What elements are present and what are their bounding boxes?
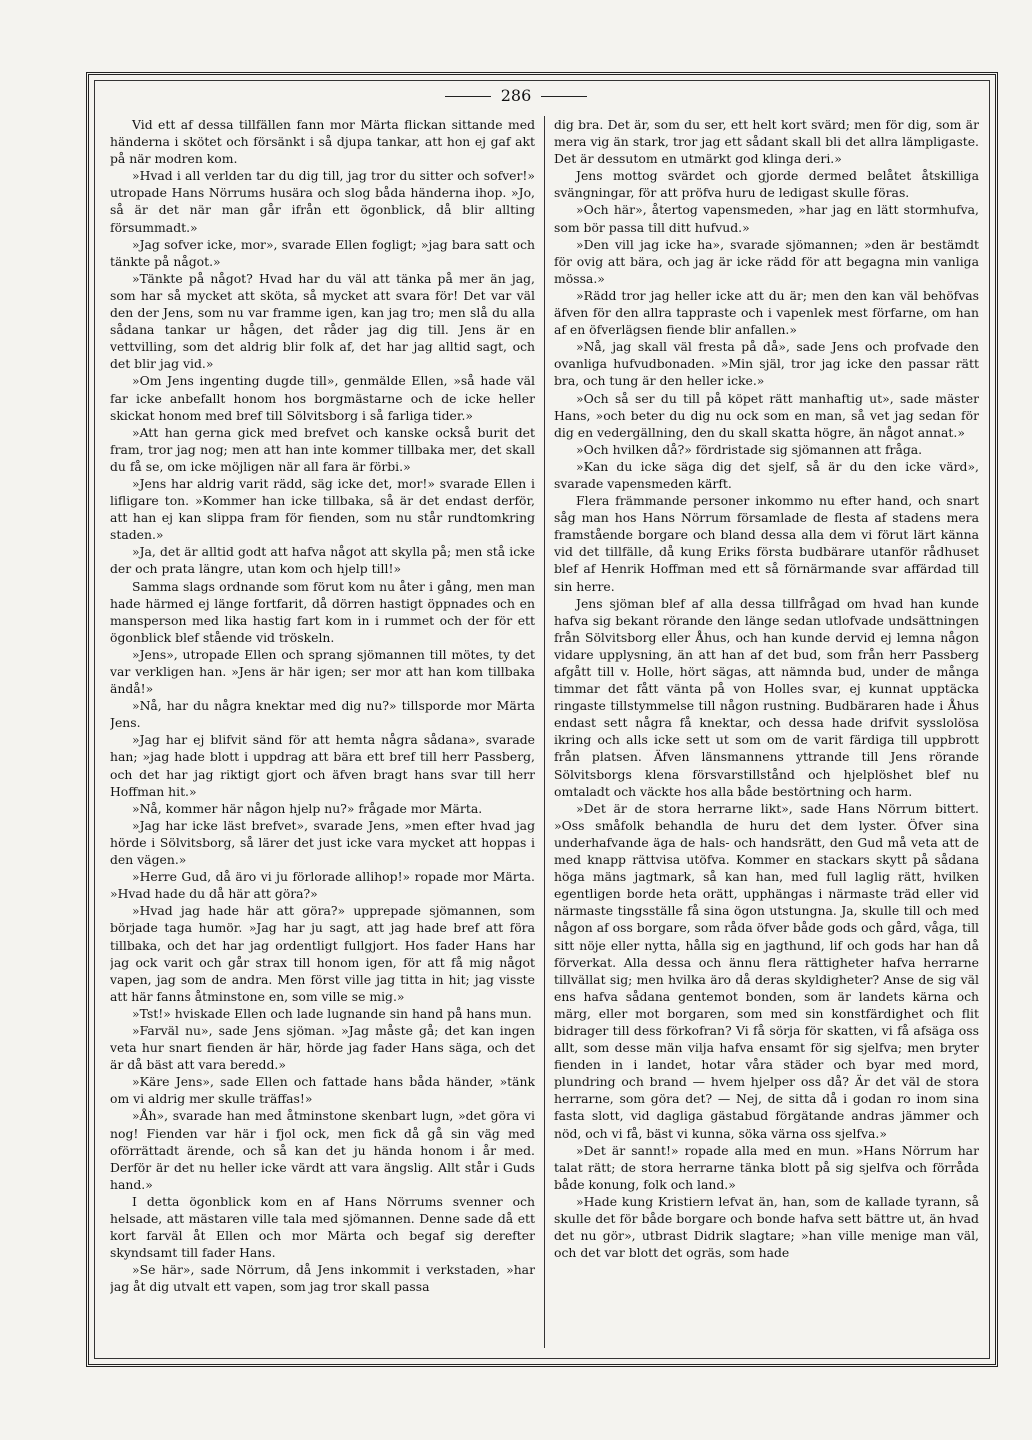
paragraph: »Herre Gud, då äro vi ju förlorade allihop!» ropade mor Märta. »Hvad hade du då här att göra?»	[110, 869, 535, 902]
left-dash	[445, 96, 491, 97]
paragraph: »Det är de stora herrarne likt», sade Hans Nörrum bittert. »Oss småfolk behandla de huru det dem lyster. Öfver sina underhafvande äga de hals- och handsrätt, den Gud må veta att de med knapp rättvisa utöfva. Kommer en stackars skytt på sådana höga mäns jagtmark, så kan han, med full laglig rätt, hvilken egentligen borde heta orätt, upphängas i närmaste träd eller vid närmaste tingsställe få sina ögon utstungna. Ja, skulle till och med någon af oss borgare, som råda öfver både gods och gård, våga, till sitt nöje eller nytta, hålla sig en jagthund, lif och gods har han då förverkat. Alla dessa och ännu flera rättigheter hafva herrarne tillvällat sig; men hvilka äro då deras skyldigheter? Anse de sig väl ens hafva sådana gentemot bonden, som är landets kärna och märg, eller mot borgaren, som med sin konstfärdighet och flit bidrager till dess förkofran? Vi få sörja för skatten, vi få afsäga oss allt, som desse män vilja hafva ensamt för sig sjelfva; men bryter fienden in i landet, hotar våra städer och byar med mord, plundring och brand — hvem hjelper oss då? Är det väl de stora herrarne, som göra det? — Nej, de sitta då i godan ro inom sina fasta slott, vid dagliga gästabud förgätande andras jämmer och nöd, och vi få, bäst vi kunna, söka värna oss sjelfva.»	[554, 800, 979, 1141]
paragraph: »Och så ser du till på köpet rätt manhaftig ut», sade mäster Hans, »och beter du dig nu ock som en man, så vet jag sedan för dig en vedergällning, den du skall skatta högre, än något annat.»	[554, 390, 979, 440]
paragraph: »Nå, jag skall väl fresta på då», sade Jens och profvade den ovanliga hufvudbonaden. »Min själ, tror jag icke den passar rätt bra, och tung är den heller icke.»	[554, 339, 979, 389]
paragraph: »Jag har ej blifvit sänd för att hemta några sådana», svarade han; »jag hade blott i uppdrag att bära ett bref till herr Passberg, och det har jag riktigt gjort och äfven bragt hans svar till herr Hoffman hit.»	[110, 732, 535, 799]
paragraph: »Åh», svarade han med åtminstone skenbart lugn, »det göra vi nog! Fienden var här i fjol ock, men fick då gå sin väg med oförrättadt ärende, och så kan det ju hända honom i år med. Derför är det nu heller icke värdt att vara ängslig. Allt står i Guds hand.»	[110, 1108, 535, 1192]
paragraph: »Jag har icke läst brefvet», svarade Jens, »men efter hvad jag hörde i Sölvitsborg, så lärer det just icke vara mycket att hoppas i den vägen.»	[110, 817, 535, 868]
paragraph-continued: dig bra. Det är, som du ser, ett helt kort svärd; men för dig, som är mera vig än stark, tror jag ett sådant skall bli det allra lämpligaste. Det är dessutom en utmärkt god klinga deri.»	[554, 117, 979, 167]
right-dash	[541, 96, 587, 97]
paragraph: »Om Jens ingenting dugde till», genmälde Ellen, »så hade väl far icke anbefallt honom hos borgmästarne och de icke heller skickat honom med bref till Sölvitsborg i så farliga tider.»	[110, 373, 535, 423]
paragraph: »Det är sannt!» ropade alla med en mun. »Hans Nörrum har talat rätt; de stora herrarne tänka blott på sig sjelfva och förråda både konung, folk och land.»	[554, 1142, 979, 1192]
paragraph: »Kan du icke säga dig det sjelf, så är du den icke värd», svarade vapensmeden kärft.	[554, 458, 979, 491]
paragraph: »Hvad i all verlden tar du dig till, jag tror du sitter och sofver!» utropade Hans Nörrums husära och slog båda händerna ihop. »Jo, så är det när man går ifrån ett ögonblick, då blir allting försummadt.»	[110, 168, 535, 235]
paragraph: »Nå, har du några knektar med dig nu?» tillsporde mor Märta Jens.	[110, 698, 535, 731]
paragraph: »Den vill jag icke ha», svarade sjömannen; »den är bestämdt för ovig att bära, och jag är icke rädd för att begagna min vanliga mössa.»	[554, 236, 979, 286]
paragraph: Vid ett af dessa tillfällen fann mor Märta flickan sittande med händerna i skötet och försänkt i så djupa tankar, att hon ej gaf akt på när modren kom.	[110, 117, 535, 167]
paragraph: Jens sjöman blef af alla dessa tillfrågad om hvad han kunde hafva sig bekant rörande den länge sedan utlofvade undsättningen från Sölvitsborg eller Åhus, och han kunde dervid ej lemna någon vidare upplysning, än att han af det bud, som från herr Passberg afgått till v. Holle, hört sägas, att nämnda bud, under de många timmar det fått vänta på von Holles svar, ej kunnat upptäcka ringaste tillstymmelse till någon rustning. Budbäraren hade i Åhus endast sett några få knektar, och dessa hade drifvit sysslolösa ikring och alls icke sett ut som om de varit färdiga till uppbrott från platsen. Äfven länsmannens yttrande till Jens rörande Sölvitsborgs klena försvarstillstånd och hjelplöshet blef nu omtaladt och väckte hos alla både bestörtning och harm.	[554, 595, 979, 799]
paragraph: »Hvad jag hade här att göra?» upprepade sjömannen, som började taga humör. »Jag har ju sagt, att jag hade bref att föra tillbaka, och det har jag ordentligt fullgjort. Hos fader Hans har jag ock varit och går strax till honom igen, för att få mig något vapen, jag som de andra. Men först ville jag titta in hit; jag visste att här fanns åtminstone en, som ville se mig.»	[110, 903, 535, 1004]
paragraph: »Och här», återtog vapensmeden, »har jag en lätt stormhufva, som bör passa till ditt hufvud.»	[554, 202, 979, 235]
paragraph: »Jag sofver icke, mor», svarade Ellen fogligt; »jag bara satt och tänkte på något.»	[110, 236, 535, 269]
paragraph: »Jens», utropade Ellen och sprang sjömannen till mötes, ty det var verkligen han. »Jens är här igen; ser mor att han kom tillbaka ändå!»	[110, 646, 535, 697]
paragraph: Jens mottog svärdet och gjorde dermed belåtet åtskilliga svängningar, för att pröfva huru de ledigast skulle föras.	[554, 168, 979, 201]
paragraph: Flera främmande personer inkommo nu efter hand, och snart såg man hos Hans Nörrum församlade de flesta af stadens mera framstående borgare och bland dessa alla dem vi förut lärt känna vid det tillfälle, då kung Eriks första budbärare utanför rådhuset blef af Henrik Hoffman med ett så förnärmande svar affärdad till sin herre.	[554, 493, 979, 594]
paragraph: I detta ögonblick kom en af Hans Nörrums svenner och helsade, att mästaren ville tala med sjömannen. Denne sade då ett kort farväl åt Ellen och mor Märta och begaf sig derefter skyndsamt till fader Hans.	[110, 1193, 535, 1261]
page-number: 286	[500, 86, 532, 105]
paragraph: »Att han gerna gick med brefvet och kanske också burit det fram, tror jag nog; men att han inte kommer tillbaka mer, det skall du få se, om icke möjligen när all fara är förbi.»	[110, 424, 535, 474]
paragraph: »Hade kung Kristiern lefvat än, han, som de kallade tyrann, så skulle det för både borgare och bonde hafva sett bättre ut, än hvad det nu gör», utbrast Didrik slagtare; »han ville menige man väl, och det var blott det ogräs, som hade	[554, 1193, 979, 1261]
paragraph: »Och hvilken då?» fördristade sig sjömannen att fråga.	[576, 441, 923, 457]
paragraph: Samma slags ordnande som förut kom nu åter i gång, men man hade härmed ej länge fortfarit, då dörren hastigt öppnades och en mansperson med lika hastig fart kom in i rummet och der för ett ögonblick blef stående vid tröskeln.	[110, 578, 535, 645]
paragraph: »Tänkte på något? Hvad har du väl att tänka på mer än jag, som har så mycket att sköta, så mycket att svara för! Det var väl den der Jens, som nu var framme igen, kan jag tro; men slå du alla sådana tankar ur hågen, det råder jag dig till. Jens är en vettvilling, som det aldrig blir folk af, det har jag alltid sagt, och det blir jag vid.»	[110, 270, 535, 372]
paragraph: »Se här», sade Nörrum, då Jens inkommit i verkstaden, »har jag åt dig utvalt ett vapen, som jag tror skall passa	[110, 1262, 535, 1295]
column-divider	[544, 116, 545, 1348]
right-column	[554, 116, 979, 1348]
page-number-header	[0, 86, 1032, 105]
paragraph: »Farväl nu», sade Jens sjöman. »Jag måste gå; det kan ingen veta hur snart fienden är här, hörde jag fader Hans säga, och det är då bäst att vara beredd.»	[110, 1022, 535, 1073]
paragraph: »Ja, det är alltid godt att hafva något att skylla på; men stå icke der och prata längre, utan kom och hjelp till!»	[110, 544, 535, 577]
paragraph: »Nå, kommer här någon hjelp nu?» frågade mor Märta.	[132, 800, 483, 816]
paragraph: »Tst!» hviskade Ellen och lade lugnande sin hand på hans mun.	[132, 1005, 532, 1021]
paragraph: »Jens har aldrig varit rädd, säg icke det, mor!» svarade Ellen i lifligare ton. »Kommer han icke tillbaka, så är det endast derför, att han ej kan slippa fram för fienden, som nu står rundtomkring staden.»	[110, 475, 535, 543]
paragraph: »Rädd tror jag heller icke att du är; men den kan väl behöfvas äfven för den allra tappraste och i vapenlek mest förfarne, om han af en öfverlägsen fiende blir anfallen.»	[554, 287, 979, 338]
paragraph: »Käre Jens», sade Ellen och fattade hans båda händer, »tänk om vi aldrig mer skulle träffas!»	[110, 1074, 535, 1107]
left-column	[110, 116, 535, 1348]
